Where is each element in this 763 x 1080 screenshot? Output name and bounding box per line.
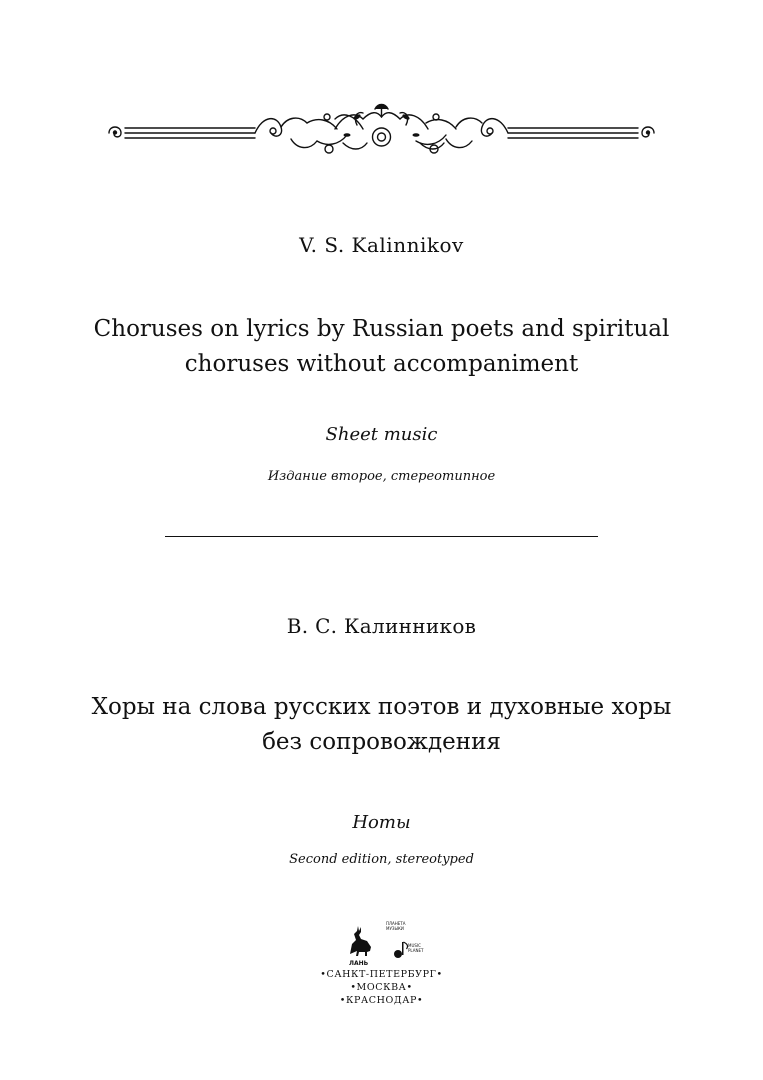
logo-planeta-line-1: ПЛАНЕТА [386, 921, 406, 926]
logo-music-line-1: MUSIC [408, 943, 421, 948]
publisher-logo-icon [340, 920, 430, 972]
title-russian-line-2: без сопровождения [262, 729, 501, 755]
title-russian-line-1: Хоры на слова русских поэтов и духовные хоры [91, 694, 672, 720]
title-russian [0, 690, 763, 760]
logo-planeta [386, 922, 405, 931]
logo-music-planet [408, 944, 423, 953]
title-english-line-1: Choruses on lyrics by Russian poets and spiritual [93, 316, 670, 342]
title-english-line-2: choruses without accompaniment [184, 351, 579, 377]
city-saint-petersburg: •САНКТ-ПЕТЕРБУРГ• [320, 969, 443, 980]
publisher-cities [0, 968, 763, 1007]
logo-planeta-line-2: МУЗЫКИ [386, 925, 404, 931]
edition-note-russian: Издание второе, стереотипное [267, 469, 496, 484]
city-moscow: •МОСКВА• [350, 982, 413, 993]
title-english [0, 312, 763, 382]
logo-music-line-2: PLANET [408, 947, 424, 953]
author-name-english: V. S. Kalinnikov [299, 233, 464, 257]
subtitle-english: Sheet music [325, 424, 438, 445]
city-krasnodar: •КРАСНОДАР• [339, 995, 424, 1006]
author-name-russian: В. С. Калинников [286, 614, 477, 638]
edition-note-english: Second edition, stereotyped [289, 852, 474, 867]
section-divider [165, 536, 598, 537]
logo-lan: ЛАНЬ [349, 960, 369, 967]
subtitle-russian: Ноты [352, 812, 411, 833]
floral-vignette-icon [95, 95, 668, 170]
